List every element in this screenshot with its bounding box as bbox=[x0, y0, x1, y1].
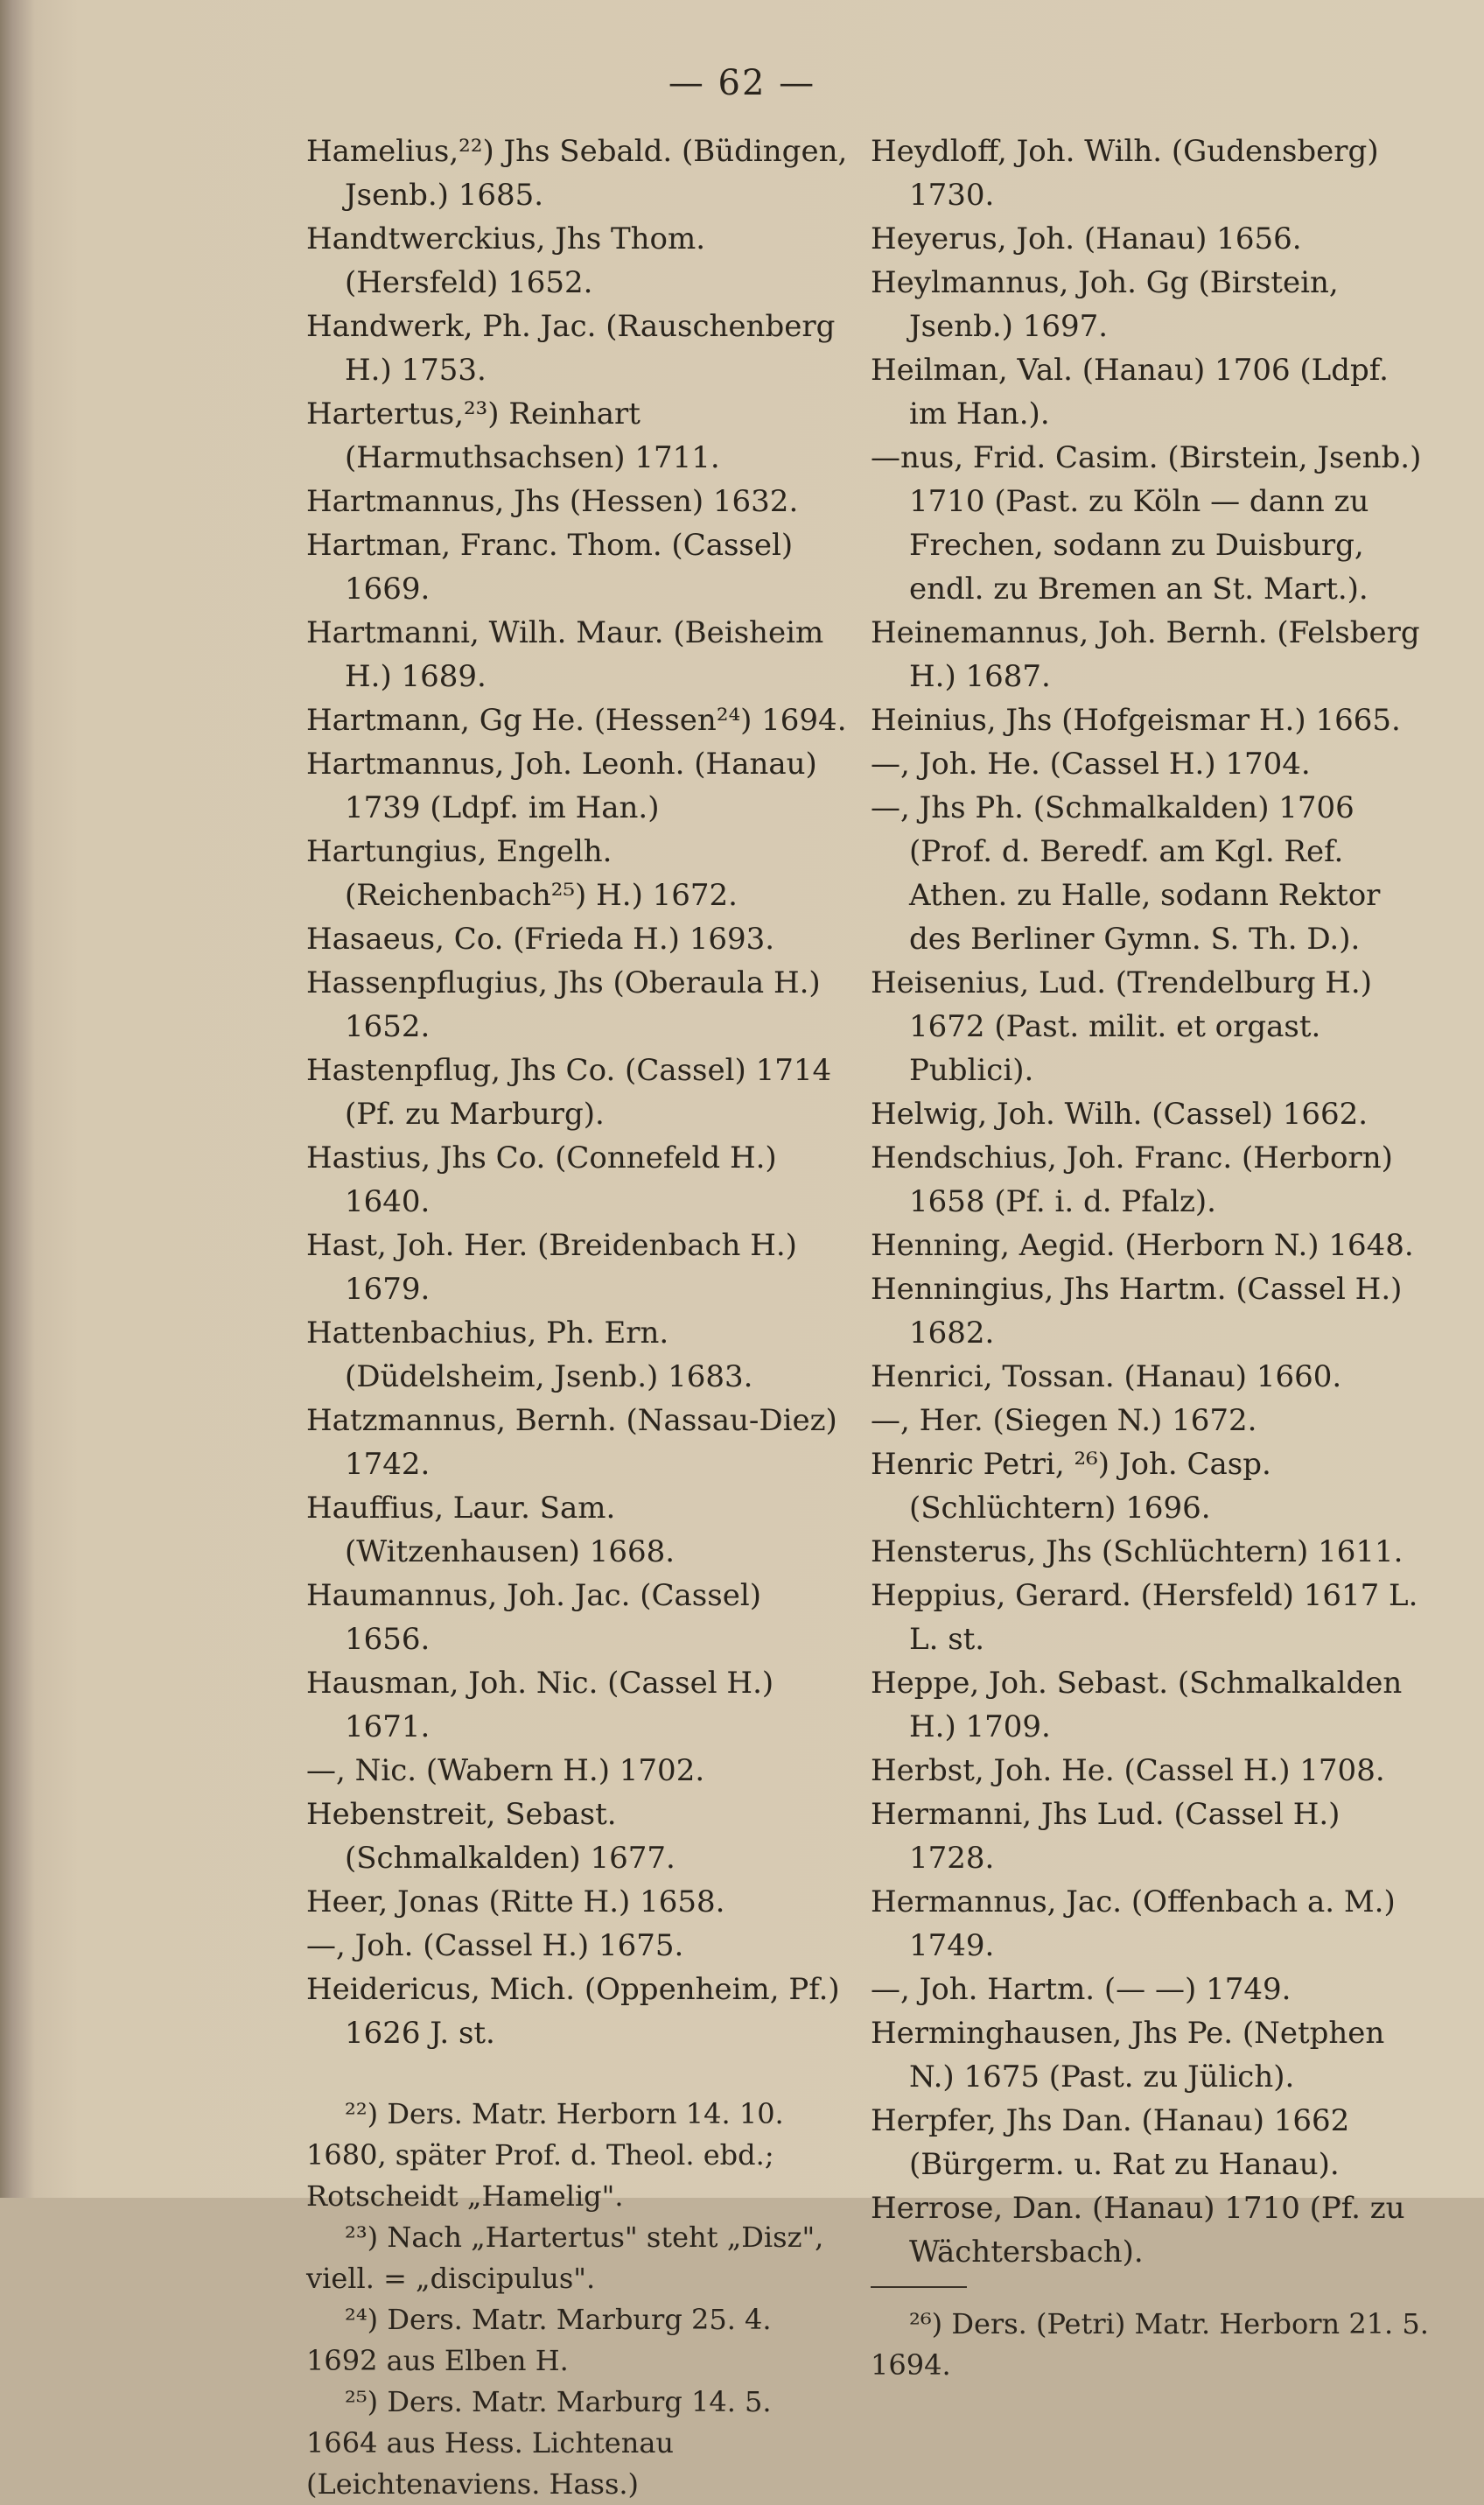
register-entry: Heyerus, Joh. (Hanau) 1656. bbox=[871, 221, 1302, 256]
register-entry: Heer, Jonas (Ritte H.) 1658. bbox=[306, 1884, 725, 1919]
footnote: ²⁶) Ders. (Petri) Matr. Herborn 21. 5. 1694. bbox=[871, 2307, 1429, 2382]
register-entry: Helwig, Joh. Wilh. (Cassel) 1662. bbox=[871, 1097, 1368, 1132]
register-entry: Handtwerckius, Jhs Thom. (Hersfeld) 1652. bbox=[306, 221, 706, 300]
footnote: ²³) Nach „Hartertus" steht „Disz", viell. = „discipulus". bbox=[306, 2221, 824, 2295]
register-entry: Hensterus, Jhs (Schlüchtern) 1611. bbox=[871, 1534, 1404, 1569]
footnote: ²²) Ders. Matr. Herborn 14. 10. 1680, später Prof. d. Theol. ebd.; Rotscheidt „Hamelig". bbox=[306, 2097, 784, 2213]
register-entry: Hendschius, Joh. Franc. (Herborn) 1658 (Pf. i. d. Pfalz). bbox=[871, 1140, 1393, 1219]
register-entry: Hatzmannus, Bernh. (Nassau-Diez) 1742. bbox=[306, 1403, 837, 1482]
footnote: ²⁴) Ders. Matr. Marburg 25. 4. 1692 aus Elben H. bbox=[306, 2303, 772, 2377]
register-entry: Hebenstreit, Sebast. (Schmalkalden) 1677. bbox=[306, 1797, 676, 1876]
register-entry: Hastius, Jhs Co. (Connefeld H.) 1640. bbox=[306, 1140, 777, 1219]
register-entry: Hattenbachius, Ph. Ern. (Düdelsheim, Jsenb.) 1683. bbox=[306, 1316, 753, 1394]
register-entry: Hermanni, Jhs Lud. (Cassel H.) 1728. bbox=[871, 1797, 1340, 1876]
register-entry: Hast, Joh. Her. (Breidenbach H.) 1679. bbox=[306, 1228, 797, 1307]
register-entry: —, Jhs Ph. (Schmalkalden) 1706 (Prof. d. Beredf. am Kgl. Ref. Athen. zu Halle, sodann Rektor des Berliner Gymn. S. Th. D.). bbox=[871, 790, 1381, 957]
register-entry: Heinius, Jhs (Hofgeismar H.) 1665. bbox=[871, 703, 1401, 738]
register-entry: Hartmann, Gg He. (Hessen²⁴) 1694. bbox=[306, 703, 847, 738]
register-entry: —, Joh. He. (Cassel H.) 1704. bbox=[871, 747, 1311, 782]
register-entry: Hausman, Joh. Nic. (Cassel H.) 1671. bbox=[306, 1666, 774, 1744]
register-entry: Haumannus, Joh. Jac. (Cassel) 1656. bbox=[306, 1578, 761, 1657]
right-column bbox=[871, 130, 1431, 2386]
register-entry: Heinemannus, Joh. Bernh. (Felsberg H.) 1687. bbox=[871, 615, 1420, 694]
page-number: — 62 — bbox=[668, 63, 816, 103]
register-entry: —nus, Frid. Casim. (Birstein, Jsenb.) 1710 (Past. zu Köln — dann zu Frechen, sodann zu Duisburg, endl. zu Bremen an St. Mart.). bbox=[871, 440, 1422, 607]
footnotes bbox=[306, 2094, 849, 2505]
register-entry: —, Joh. (Cassel H.) 1675. bbox=[306, 1928, 684, 1963]
register-entry: Herrose, Dan. (Hanau) 1710 (Pf. zu Wächtersbach). bbox=[871, 2191, 1405, 2270]
register-entry: Hermannus, Jac. (Offenbach a. M.) 1749. bbox=[871, 1884, 1396, 1963]
register-entry: Hartmannus, Joh. Leonh. (Hanau) 1739 (Ldpf. im Han.) bbox=[306, 747, 817, 825]
register-entry: Henric Petri, ²⁶) Joh. Casp. (Schlüchtern) 1696. bbox=[871, 1447, 1271, 1526]
footnote: ²⁵) Ders. Matr. Marburg 14. 5. 1664 aus Hess. Lichtenau (Leichtenaviens. Hass.) bbox=[306, 2385, 772, 2501]
register-entry: Heppius, Gerard. (Hersfeld) 1617 L. L. st. bbox=[871, 1578, 1418, 1657]
register-entry: Hauffius, Laur. Sam. (Witzenhausen) 1668. bbox=[306, 1491, 676, 1569]
register-entry: Henningius, Jhs Hartm. (Cassel H.) 1682. bbox=[871, 1272, 1403, 1351]
register-entry: Hartertus,²³) Reinhart (Harmuthsachsen) 1711. bbox=[306, 396, 720, 475]
register-entry: Heidericus, Mich. (Oppenheim, Pf.) 1626 J. st. bbox=[306, 1972, 840, 2051]
register-entry: Herbst, Joh. He. (Cassel H.) 1708. bbox=[871, 1753, 1385, 1788]
register-entry: Heppe, Joh. Sebast. (Schmalkalden H.) 1709. bbox=[871, 1666, 1403, 1744]
register-entry: Henrici, Tossan. (Hanau) 1660. bbox=[871, 1359, 1342, 1394]
footnote-divider bbox=[871, 2286, 967, 2288]
register-entry: Heisenius, Lud. (Trendelburg H.) 1672 (Past. milit. et orgast. Publici). bbox=[871, 965, 1372, 1088]
register-entry: —, Her. (Siegen N.) 1672. bbox=[871, 1403, 1257, 1438]
register-entry: Heylmannus, Joh. Gg (Birstein, Jsenb.) 1697. bbox=[871, 265, 1339, 344]
register-entry: Hartman, Franc. Thom. (Cassel) 1669. bbox=[306, 528, 794, 607]
register-entry: Hastenpflug, Jhs Co. (Cassel) 1714 (Pf. zu Marburg). bbox=[306, 1053, 832, 1132]
register-entry: Hamelius,²²) Jhs Sebald. (Büdingen, Jsenb.) 1685. bbox=[306, 134, 848, 213]
register-entry: Hassenpflugius, Jhs (Oberaula H.) 1652. bbox=[306, 965, 821, 1044]
left-column bbox=[306, 130, 849, 2505]
register-entry: Hartmanni, Wilh. Maur. (Beisheim H.) 1689. bbox=[306, 615, 824, 694]
register-entry: Handwerk, Ph. Jac. (Rauschenberg H.) 1753. bbox=[306, 309, 836, 388]
register-entry: Hasaeus, Co. (Frieda H.) 1693. bbox=[306, 922, 775, 957]
register-entry: Henning, Aegid. (Herborn N.) 1648. bbox=[871, 1228, 1414, 1263]
register-entry: Herpfer, Jhs Dan. (Hanau) 1662 (Bürgerm. u. Rat zu Hanau). bbox=[871, 2103, 1350, 2182]
register-entry: Hartungius, Engelh. (Reichenbach²⁵) H.) 1672. bbox=[306, 834, 738, 913]
register-entry: Heydloff, Joh. Wilh. (Gudensberg) 1730. bbox=[871, 134, 1379, 213]
register-entry: —, Joh. Hartm. (— —) 1749. bbox=[871, 1972, 1292, 2007]
register-entry: Heilman, Val. (Hanau) 1706 (Ldpf. im Han.). bbox=[871, 353, 1389, 432]
register-entry: Herminghausen, Jhs Pe. (Netphen N.) 1675 (Past. zu Jülich). bbox=[871, 2016, 1385, 2095]
register-entry: Hartmannus, Jhs (Hessen) 1632. bbox=[306, 484, 799, 519]
register-entry: —, Nic. (Wabern H.) 1702. bbox=[306, 1753, 705, 1788]
